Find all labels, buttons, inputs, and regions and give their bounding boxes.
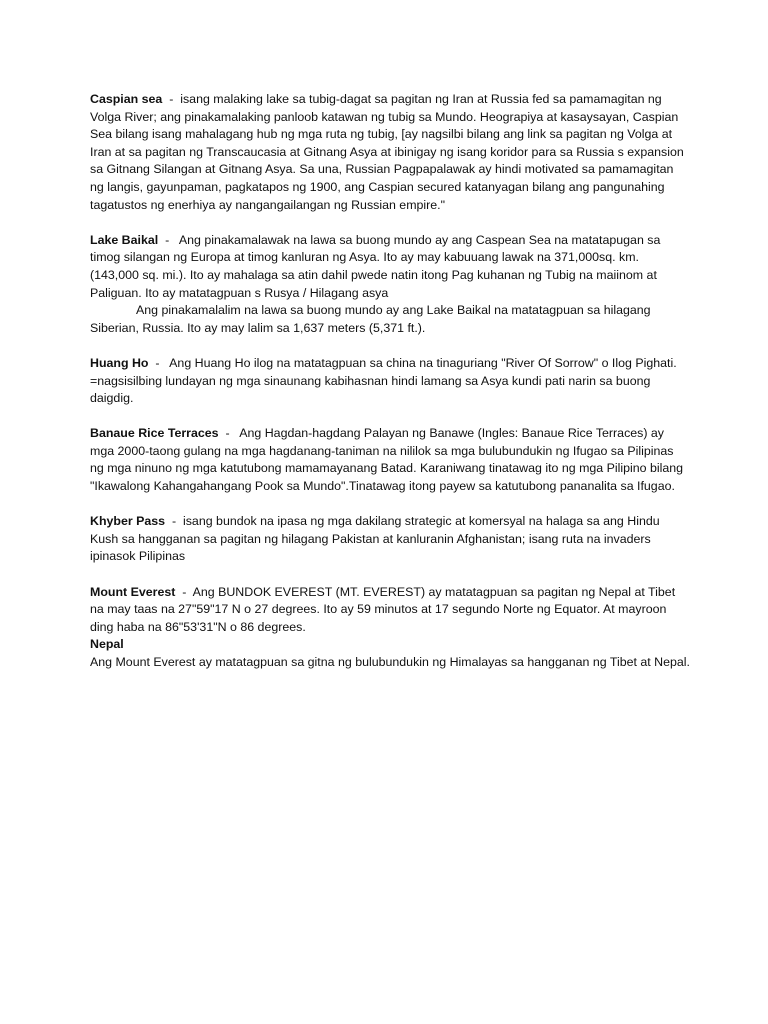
entry-separator: - (148, 355, 170, 370)
entry-text: isang bundok na ipasa ng mga dakilang strategic at komersyal na halaga sa ang Hindu Kush sa hangganan sa pagitan ng hilagang Pakistan at kanluranin Afghanistan; isang ruta na invaders ipinasok Pilipinas (90, 514, 660, 564)
entry-lake-baikal (90, 232, 690, 338)
entry-text-continued: Ang Mount Everest ay matatagpuan sa gitna ng bulubundukin ng Himalayas sa hangganan ng Tibet at Nepal. (90, 655, 690, 669)
entry-text: isang malaking lake sa tubig-dagat sa pagitan ng Iran at Russia fed sa pamamagitan ng Volga River; ang pinakamalaking panloob katawan ng tubig sa Mundo. Heograpiya at kasaysayan, Caspian Sea bilang isang mahalagang hub ng mga ruta ng tubig, [ay nagsilbi bilang ang link sa pagitan ng Volga at Iran at sa pagitan ng Transcaucasia at Gitnang Asya at ibinigay ng isang koridor para sa Russia s expansion sa Gitnang Silangan at Gitnang Asya. Sa una, Russian Pagpapalawak ay hindi motivated sa pamamagitan ng langis, gayunpaman, pagkatapos ng 1900, ang Caspian secured katanyagan bilang ang pangunahing tagatustos ng enerhiya ay nangangailangan ng Russian empire." (90, 92, 684, 212)
entry-term: Khyber Pass (90, 514, 166, 529)
entry-term: Banaue Rice Terraces (90, 426, 219, 441)
entry-term: Mount Everest (90, 584, 176, 599)
entry-text-indented: Ang pinakamalalim na lawa sa buong mundo ay ang Lake Baikal na matatagpuan sa hilagang Siberian, Russia. Ito ay may lalim sa 1,637 meters (5,371 ft.). (90, 303, 651, 335)
entry-caspian-sea (90, 91, 690, 214)
entry-term: Lake Baikal (90, 232, 159, 247)
entry-separator: - (158, 232, 179, 247)
entry-text: Ang Huang Ho ilog na matatagpuan sa china na tinaguriang "River Of Sorrow" o Ilog Pighati. =nagsisilbing lundayan ng mga sinaunang kabihasnan hindi lamang sa Asya kundi pati narin sa buong daigdig. (90, 355, 677, 406)
entry-text: Ang pinakamalawak na lawa sa buong mundo ay ang Caspean Sea na matatapugan sa timog silangan ng Europa at timog kanluran ng Asya. Ito ay may kabuuang lawak na 371,000sq. km. (143,000 sq. mi.). Ito ay mahalaga sa atin dahil pwede natin itong Pag kuhanan ng Tubig na maiinom at Paliguan. Ito ay matatagpuan s Rusya / Hilagang asya (90, 232, 661, 300)
entry-separator: - (175, 584, 193, 599)
entry-mount-everest (90, 584, 690, 672)
entry-huang-ho (90, 355, 690, 408)
entry-separator: - (165, 514, 183, 529)
entry-subheading: Nepal (90, 637, 124, 652)
entry-text: Ang Hagdan-hagdang Palayan ng Banawe (Ingles: Banaue Rice Terraces) ay mga 2000-taong gulang na mga hagdanang-taniman na nililok sa mga bulubundukin ng Ifugao sa Pilipinas ng mga ninuno ng mga katutubong mamamayanang Batad. Karaniwang tinatawag ito ng mga Pilipino bilang "Ikawalong Kahangahangang Pook sa Mundo".Tinatawag itong payew sa katutubong pananalita sa Ifugao. (90, 426, 684, 494)
entry-banaue-rice-terraces (90, 425, 690, 495)
entry-separator: - (162, 92, 181, 106)
entry-term: Caspian sea (90, 92, 163, 106)
entry-text: Ang BUNDOK EVEREST (MT. EVEREST) ay matatagpuan sa pagitan ng Nepal at Tibet na may taas na 27"59"17 N o 27 degrees. Ito ay 59 minutos at 17 segundo Norte ng Equator. At mayroon ding haba na 86"53'31"N o 86 degrees. (90, 584, 676, 634)
document-page (90, 91, 690, 689)
entry-term: Huang Ho (90, 355, 149, 370)
entry-khyber-pass (90, 513, 690, 566)
entry-separator: - (218, 426, 240, 441)
